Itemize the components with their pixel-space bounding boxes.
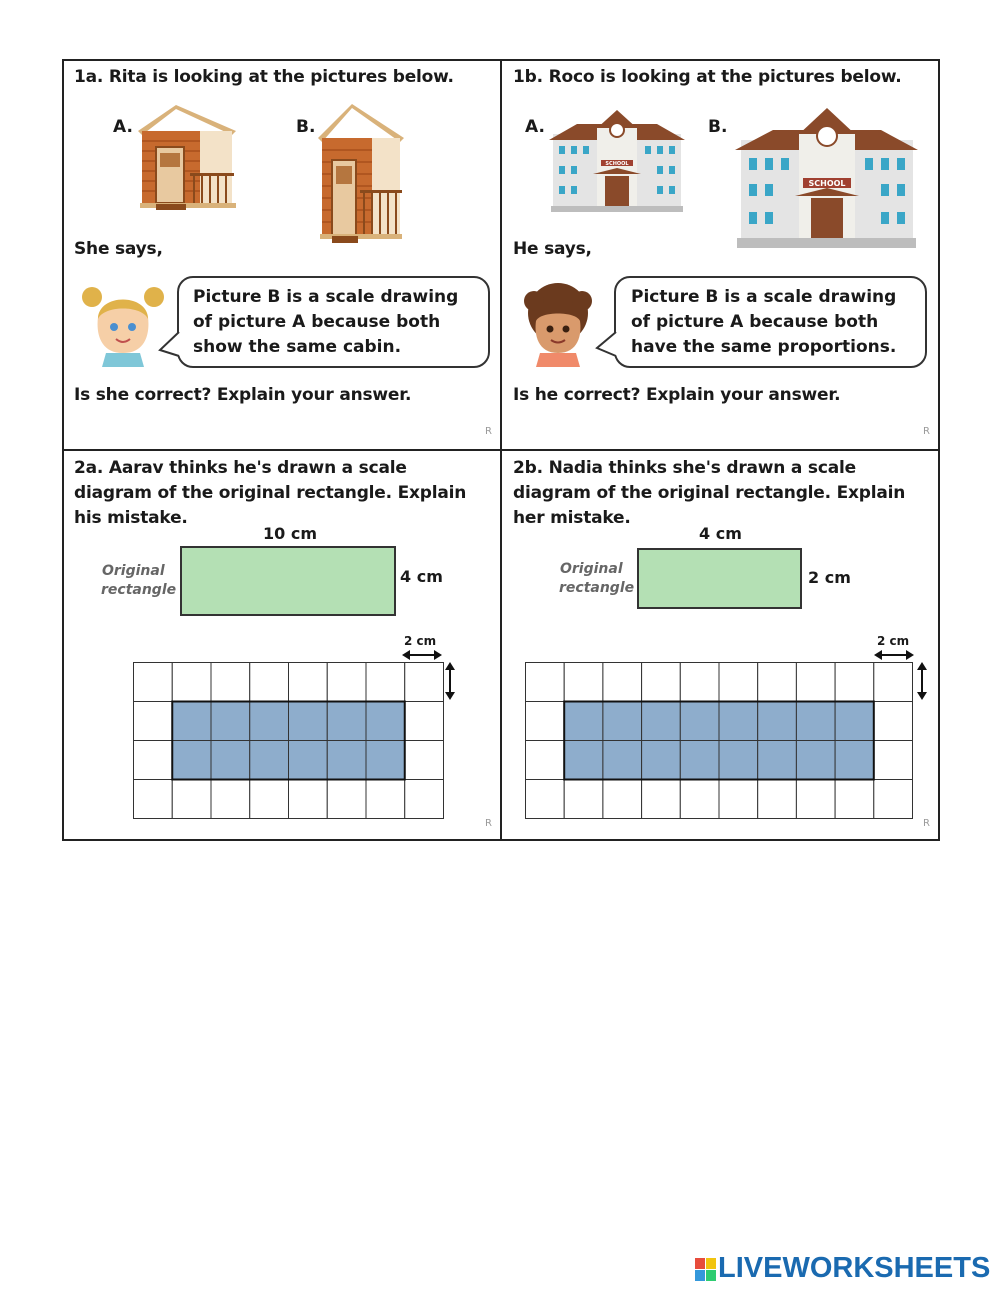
q2b-grid-cell: [564, 663, 603, 702]
q2b-grid-cell: [564, 780, 603, 819]
liveworksheets-brand: LIVEWORKSHEETS: [718, 1252, 991, 1284]
q2b-grid-cell: [642, 663, 681, 702]
q2b-grid-cell: [874, 780, 913, 819]
q1a-bubble-line3: show the same cabin.: [193, 337, 402, 357]
q2a-title-line1: 2a. Aarav thinks he's drawn a scale: [74, 458, 407, 478]
liveworksheets-logo-icon: [695, 1255, 717, 1285]
q1b-bubble-line1: Picture B is a scale drawing: [631, 287, 897, 307]
q2b-shaded-cell: [603, 702, 642, 741]
q2a-grid-cell: [172, 663, 211, 702]
q2b-grid-cell: [874, 702, 913, 741]
school-b-sign: SCHOOL: [808, 179, 846, 188]
q2b-grid-cell: [603, 780, 642, 819]
q2b-title-line3: her mistake.: [513, 508, 631, 528]
q1b-label-b: B.: [708, 117, 728, 137]
q2b-grid-cell: [603, 663, 642, 702]
q1b-says: He says,: [513, 239, 592, 259]
q1b-bubble-line3: have the same proportions.: [631, 337, 897, 357]
q2b-orig-label-1: Original: [560, 561, 623, 577]
q2b-grid-cell: [680, 780, 719, 819]
q2b-shaded-cell: [758, 741, 797, 780]
q2a-shaded-cell: [250, 702, 289, 741]
cabin-b-image: [316, 102, 406, 244]
q2a-grid-cell: [250, 663, 289, 702]
q2a-grid-cell: [327, 780, 366, 819]
q2a-shaded-cell: [366, 741, 405, 780]
q2b-shaded-cell: [796, 702, 835, 741]
q2a-shaded-cell: [289, 741, 328, 780]
q2a-grid-cell: [366, 663, 405, 702]
q1b-label-a: A.: [525, 117, 545, 137]
q2b-corner-mark: R: [923, 818, 930, 829]
q2b-grid-cell: [526, 741, 565, 780]
q2a-title-line3: his mistake.: [74, 508, 188, 528]
q1b-question: Is he correct? Explain your answer.: [513, 385, 841, 405]
q2a-grid-cell: [211, 780, 250, 819]
q1a-title: 1a. Rita is looking at the pictures below.: [74, 67, 454, 87]
q2a-grid-cell: [134, 702, 173, 741]
q2a-shaded-cell: [211, 702, 250, 741]
q2a-grid-cell: [405, 663, 444, 702]
q2b-horizontal-arrow-icon: [874, 648, 914, 662]
q1b-bubble-line2: of picture A because both: [631, 312, 879, 332]
q1a-label-b: B.: [296, 117, 316, 137]
q1a-corner-mark: R: [485, 426, 492, 437]
q2a-shaded-cell: [327, 702, 366, 741]
q2a-scale-grid: [133, 662, 444, 819]
q1b-corner-mark: R: [923, 426, 930, 437]
q2b-shaded-cell: [564, 741, 603, 780]
q2a-grid-cell: [211, 663, 250, 702]
q2b-shaded-cell: [642, 702, 681, 741]
q2a-shaded-cell: [250, 741, 289, 780]
q2a-shaded-cell: [211, 741, 250, 780]
q2b-shaded-cell: [680, 702, 719, 741]
school-b-image: [735, 108, 918, 250]
q2a-orig-label-1: Original: [102, 563, 165, 579]
q2b-width-label: 4 cm: [699, 524, 742, 543]
q2b-orig-label-2: rectangle: [559, 580, 635, 596]
q2b-shaded-cell: [835, 702, 874, 741]
q2b-shaded-cell: [835, 741, 874, 780]
q2b-vertical-arrow-icon: [915, 662, 929, 700]
row-divider: [62, 449, 940, 451]
q2b-title-line1: 2b. Nadia thinks she's drawn a scale: [513, 458, 856, 478]
q2b-grid-cell: [835, 780, 874, 819]
q2b-grid-cell: [796, 663, 835, 702]
q2b-shaded-cell: [796, 741, 835, 780]
q2a-grid-cell: [134, 663, 173, 702]
q2a-shaded-cell: [172, 741, 211, 780]
q2b-grid-cell: [758, 663, 797, 702]
q2b-original-rectangle: [637, 548, 802, 609]
q2b-shaded-cell: [719, 702, 758, 741]
q2b-grid-cell: [835, 663, 874, 702]
q2b-shaded-cell: [564, 702, 603, 741]
q2a-orig-label-2: rectangle: [101, 582, 177, 598]
q2b-grid-cell: [526, 702, 565, 741]
q2b-scale-grid: [525, 662, 913, 819]
q2a-title-line2: diagram of the original rectangle. Explain: [74, 483, 467, 503]
q2a-grid-cell: [366, 780, 405, 819]
q2a-shaded-cell: [289, 702, 328, 741]
q2a-horizontal-arrow-icon: [402, 648, 442, 662]
q2b-height-label: 2 cm: [808, 568, 851, 587]
q1a-bubble-tail: [158, 330, 182, 360]
q2b-shaded-cell: [642, 741, 681, 780]
q2b-grid-cell: [526, 780, 565, 819]
q2a-scale-label: 2 cm: [404, 634, 437, 648]
q2a-grid-cell: [289, 780, 328, 819]
q2b-grid-cell: [874, 663, 913, 702]
q2a-grid-cell: [405, 780, 444, 819]
q2b-grid-cell: [719, 663, 758, 702]
q2a-grid-cell: [172, 780, 211, 819]
q2a-vertical-arrow-icon: [443, 662, 457, 700]
q2a-height-label: 4 cm: [400, 567, 443, 586]
cabin-a-image: [136, 103, 238, 211]
q2a-grid-cell: [134, 741, 173, 780]
q2a-shaded-cell: [172, 702, 211, 741]
q2a-corner-mark: R: [485, 818, 492, 829]
q2b-shaded-cell: [680, 741, 719, 780]
q2a-grid-cell: [134, 780, 173, 819]
q2a-grid-cell: [405, 741, 444, 780]
q1a-says: She says,: [74, 239, 163, 259]
q2b-shaded-cell: [758, 702, 797, 741]
q2a-shaded-cell: [366, 702, 405, 741]
girl-avatar-icon: [80, 283, 166, 367]
q2b-scale-label: 2 cm: [877, 634, 910, 648]
q2b-grid-cell: [642, 780, 681, 819]
q1a-bubble-line1: Picture B is a scale drawing: [193, 287, 459, 307]
q2b-grid-cell: [874, 741, 913, 780]
q2b-shaded-cell: [719, 741, 758, 780]
q1b-bubble-tail: [595, 330, 619, 360]
q2a-grid-cell: [289, 663, 328, 702]
q2b-title-line2: diagram of the original rectangle. Explain: [513, 483, 906, 503]
q2b-grid-cell: [796, 780, 835, 819]
q2a-grid-cell: [327, 663, 366, 702]
q2a-grid-cell: [250, 780, 289, 819]
q2a-width-label: 10 cm: [263, 524, 317, 543]
q2a-original-rectangle: [180, 546, 396, 616]
q1a-label-a: A.: [113, 117, 133, 137]
q2a-shaded-cell: [327, 741, 366, 780]
q1b-title: 1b. Roco is looking at the pictures below.: [513, 67, 902, 87]
q2b-grid-cell: [719, 780, 758, 819]
q1a-question: Is she correct? Explain your answer.: [74, 385, 412, 405]
q2b-grid-cell: [526, 663, 565, 702]
q2a-grid-cell: [405, 702, 444, 741]
q2b-grid-cell: [758, 780, 797, 819]
school-a-image: [549, 110, 685, 214]
q1a-bubble-line2: of picture A because both: [193, 312, 441, 332]
boy-avatar-icon: [518, 283, 598, 367]
q2b-grid-cell: [680, 663, 719, 702]
school-a-sign: SCHOOL: [605, 161, 629, 167]
q2b-shaded-cell: [603, 741, 642, 780]
